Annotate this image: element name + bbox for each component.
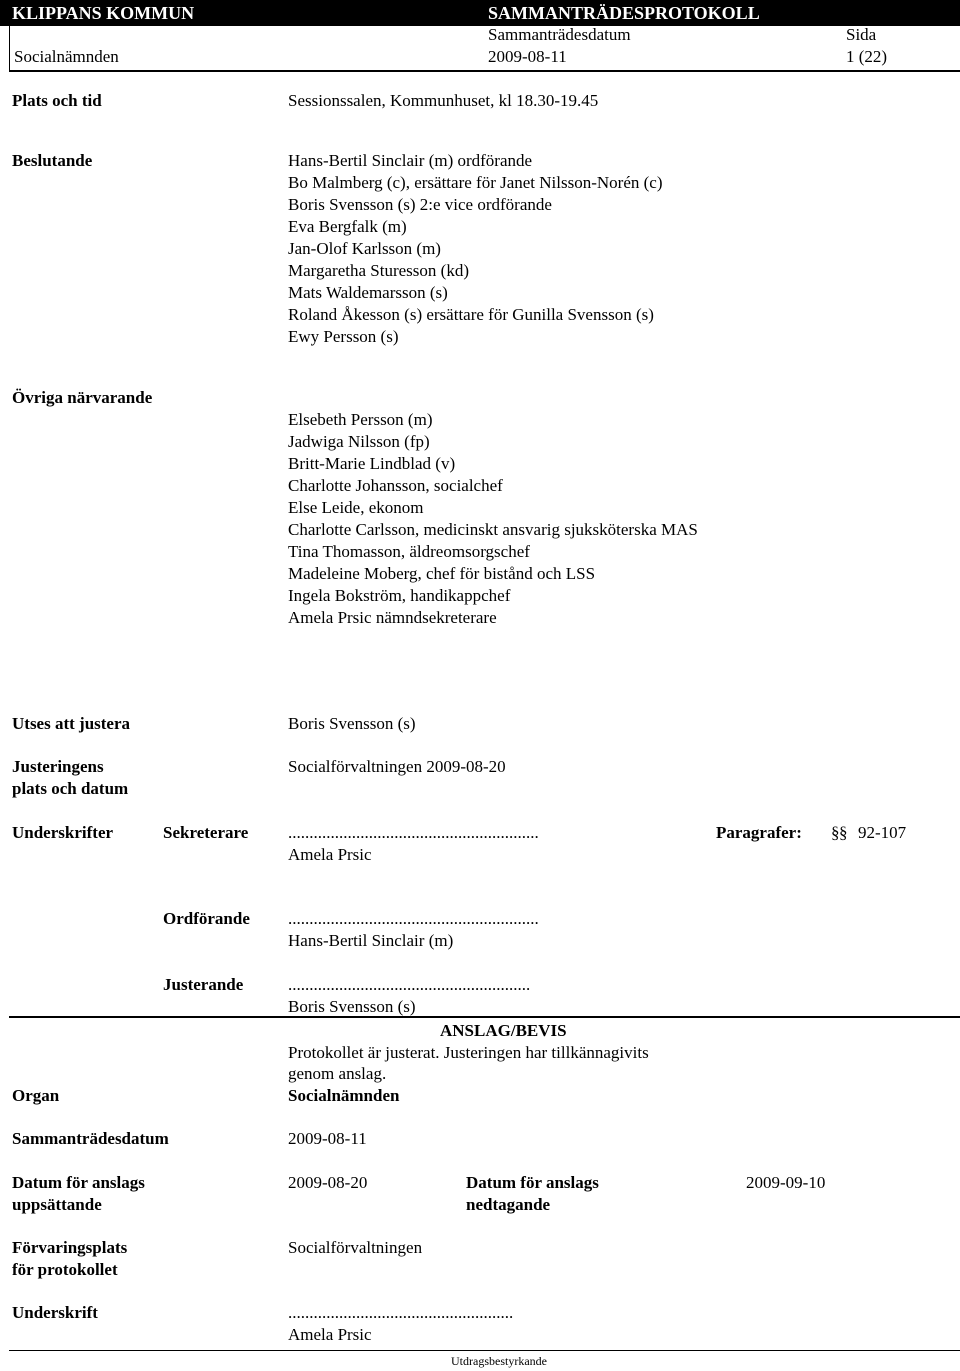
adjust-place-label-2: plats och datum (12, 779, 129, 798)
svg-text:§: § (831, 823, 840, 841)
organ-value: Socialnämnden (288, 1086, 400, 1105)
body-name: Socialnämnden (14, 47, 119, 66)
adjust-value: Boris Svensson (s) (288, 714, 416, 733)
others-label: Övriga närvarande (12, 388, 153, 407)
signatures-label: Underskrifter (12, 823, 114, 842)
list-item: Madeleine Moberg, chef för bistånd och LSS (288, 564, 596, 583)
adjust-place-value: Socialförvaltningen 2009-08-20 (288, 757, 506, 776)
list-item: Eva Bergfalk (m) (288, 217, 407, 236)
notice-title: ANSLAG/BEVIS (440, 1021, 567, 1040)
chair-name: Hans-Bertil Sinclair (m) (288, 931, 454, 950)
adjust-label: Utses att justera (12, 714, 131, 733)
list-item: Ingela Bokström, handikappchef (288, 586, 511, 605)
page-label: Sida (846, 25, 877, 44)
chair-signature-line: ........................................................... (288, 909, 539, 928)
list-item: Jan-Olof Karlsson (m) (288, 239, 441, 258)
list-item: Elsebeth Persson (m) (288, 410, 433, 429)
notice-meeting-date-label: Sammanträdesdatum (12, 1129, 169, 1148)
secretary-signature-line: ........................................................... (288, 823, 539, 842)
others-list (288, 409, 698, 629)
signature-label: Underskrift (12, 1303, 98, 1322)
storage-label-1: Förvaringsplats (12, 1238, 128, 1257)
list-item: Boris Svensson (s) 2:e vice ordförande (288, 195, 552, 214)
list-item: Ewy Persson (s) (288, 327, 399, 346)
deciding-label: Beslutande (12, 151, 93, 170)
posted-date-label-2: uppsättande (12, 1195, 102, 1214)
list-item: Else Leide, ekonom (288, 498, 424, 517)
list-item: Charlotte Carlsson, medicinskt ansvarig sjuksköterska MAS (288, 520, 698, 539)
list-item: Amela Prsic nämndsekreterare (288, 608, 497, 627)
secretary-label: Sekreterare (163, 823, 249, 842)
paragraphs-value: 92-107 (858, 823, 907, 842)
footer-text: Utdragsbestyrkande (451, 1354, 547, 1368)
footer-divider (9, 1350, 960, 1351)
place-label: Plats och tid (12, 91, 102, 110)
municipality-name: KLIPPANS KOMMUN (12, 3, 195, 23)
removed-date-label-1: Datum för anslags (466, 1173, 599, 1192)
adjust-place-label-1: Justeringens (12, 757, 104, 776)
organ-label: Organ (12, 1086, 60, 1105)
paragraphs-label: Paragrafer: (716, 823, 802, 842)
deciding-list (288, 150, 663, 348)
adjuster-label: Justerande (163, 975, 244, 994)
removed-date-value: 2009-09-10 (746, 1173, 826, 1192)
list-item: Bo Malmberg (c), ersättare för Janet Nilsson-Norén (c) (288, 173, 663, 192)
meeting-date-label: Sammanträdesdatum (488, 25, 631, 44)
secretary-name: Amela Prsic (288, 845, 372, 864)
document-type: SAMMANTRÄDESPROTOKOLL (488, 3, 760, 23)
adjuster-signature-line: ......................................................... (288, 975, 531, 994)
storage-value: Socialförvaltningen (288, 1238, 423, 1257)
list-item: Roland Åkesson (s) ersättare för Gunilla Svensson (s) (288, 305, 654, 324)
place-value: Sessionssalen, Kommunhuset, kl 18.30-19.45 (288, 91, 599, 110)
list-item: Britt-Marie Lindblad (v) (288, 454, 456, 473)
posted-date-value: 2009-08-20 (288, 1173, 368, 1192)
list-item: Charlotte Johansson, socialchef (288, 476, 503, 495)
chair-label: Ordförande (163, 909, 250, 928)
signature-name: Amela Prsic (288, 1325, 372, 1344)
storage-label-2: för protokollet (12, 1260, 118, 1279)
list-item: Tina Thomasson, äldreomsorgschef (288, 542, 530, 561)
posted-date-label-1: Datum för anslags (12, 1173, 145, 1192)
adjuster-name: Boris Svensson (s) (288, 997, 416, 1016)
list-item: Mats Waldemarsson (s) (288, 283, 448, 302)
header-divider (9, 70, 960, 72)
header-bar (0, 0, 960, 26)
signature-line: ..................................................... (288, 1303, 514, 1322)
list-item: Jadwiga Nilsson (fp) (288, 432, 430, 451)
notice-divider (9, 1016, 960, 1018)
removed-date-label-2: nedtagande (466, 1195, 551, 1214)
list-item: Hans-Bertil Sinclair (m) ordförande (288, 151, 533, 170)
meeting-date: 2009-08-11 (488, 47, 567, 66)
header-left-border (9, 26, 10, 70)
page-number: 1 (22) (846, 47, 888, 66)
notice-meeting-date-value: 2009-08-11 (288, 1129, 367, 1148)
list-item: Margaretha Sturesson (kd) (288, 261, 469, 280)
paragraph-sign-icon (830, 823, 850, 847)
notice-text-2: genom anslag. (288, 1064, 387, 1083)
svg-text:§: § (839, 823, 848, 841)
notice-text-1: Protokollet är justerat. Justeringen har tillkännagivits (288, 1043, 649, 1062)
